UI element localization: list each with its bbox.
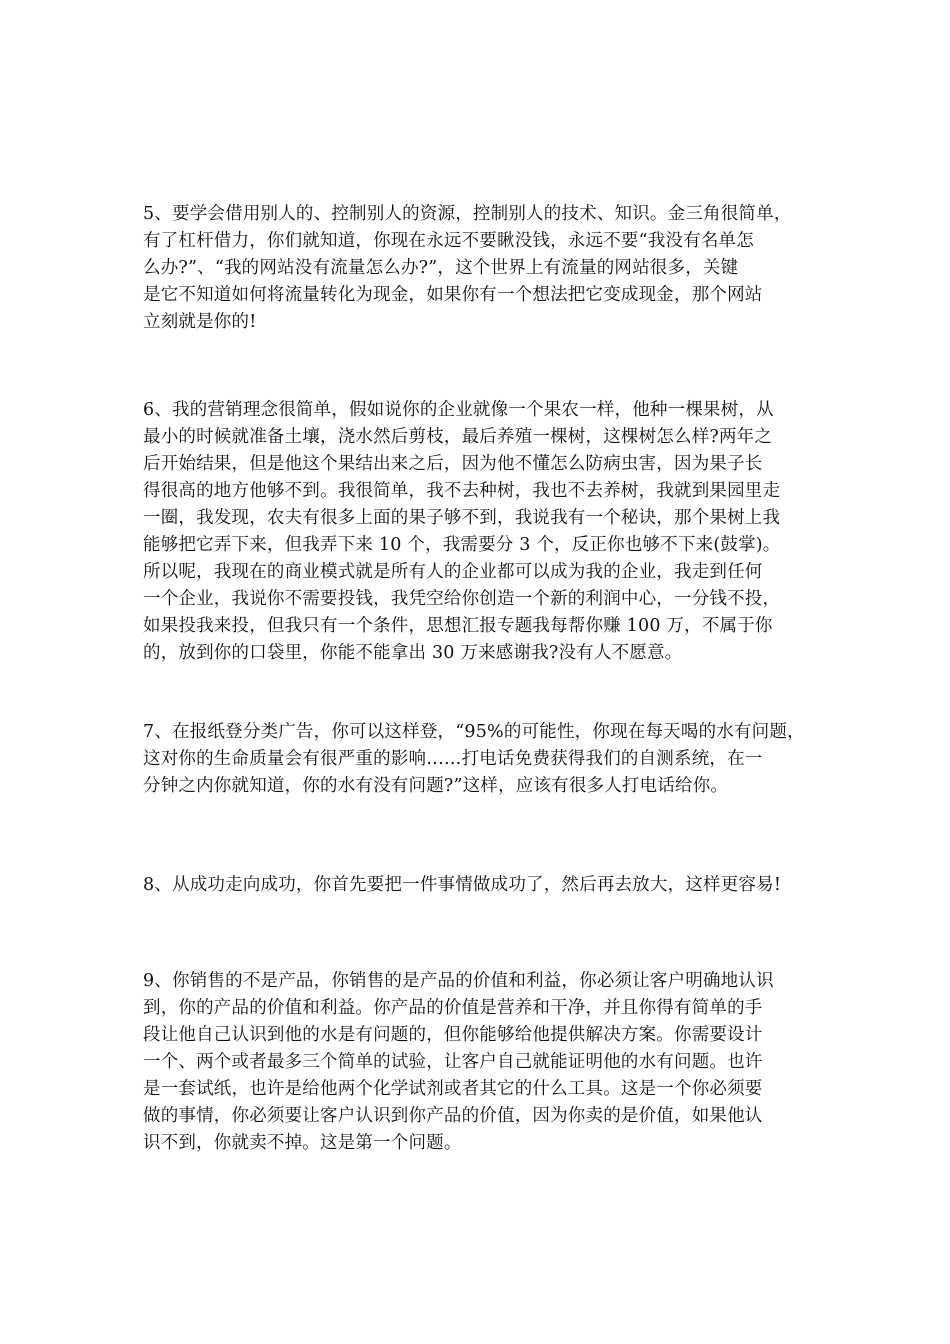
paragraph-5: 5、要学会借用别人的、控制别人的资源，控制别人的技术、知识。金三角很简单， 有了杠杆借力，你们就知道，你现在永远不要瞅没钱，永远不要“我没有名单怎 么办?”、“我的网站没有流量怎么办?”，这个世界上有流量的网站很多，关键 是它不知道如何将流量转化为现金，如果你有一个想法把它变成现金，那个网站 立刻就是你的! (143, 204, 792, 332)
paragraph-7: 7、在报纸登分类广告，你可以这样登，“95%的可能性，你现在每天喝的水有问题， 这对你的生命质量会有很严重的影响……打电话免费获得我们的自测系统，在一 分钟之内你就知道，你的水有没有问题?”这样，应该有很多人打电话给你。 (143, 722, 805, 796)
paragraph-6: 6、我的营销理念很简单，假如说你的企业就像一个果农一样，他种一棵果树，从 最小的时候就准备土壤，浇水然后剪枝，最后养殖一棵树，这棵树怎么样?两年之 后开始结果，但是他这个果结出来之后，因为他不懂怎么防病虫害，因为果子长 得很高的地方他够不到。我很简单，我不去种树，我也不去养树，我就到果园里走 一圈，我发现，农夫有很多上面的果子够不到，我说我有一个秘诀，那个果树上我 能够把它弄下来，但我弄下来 10 个，我需要分 3 个，反正你也够不下来(鼓掌)。 所以呢，我现在的商业模式就是所有人的企业都可以成为我的企业，我走到任何 一个企业，我说你不需要投钱，我凭空给你创造一个新的利润中心，一分钱不投， 如果投我来投，但我只有一个条件，思想汇报专题我每帮你赚 100 万，不属于你 的，放到你的口袋里，你能不能拿出 30 万来感谢我?没有人不愿意。 (143, 400, 781, 663)
paragraph-9: 9、你销售的不是产品，你销售的是产品的价值和利益，你必须让客户明确地认识 到，你的产品的价值和利益。你产品的价值是营养和干净，并且你得有简单的手 段让他自己认识到他的水是有问题的，但你能够给他提供解决方案。你需要设计 一个、两个或者最多三个简单的试验，让客户自己就能证明他的水有问题。也许 是一套试纸，也许是给他两个化学试剂或者其它的什么工具。这是一个你必须要 做的事情，你必须要让客户认识到你产品的价值，因为你卖的是价值，如果他认 识不到，你就卖不掉。这是第一个问题。 (143, 971, 774, 1153)
paragraph-8: 8、从成功走向成功，你首先要把一件事情做成功了，然后再去放大，这样更容易! (143, 875, 782, 895)
